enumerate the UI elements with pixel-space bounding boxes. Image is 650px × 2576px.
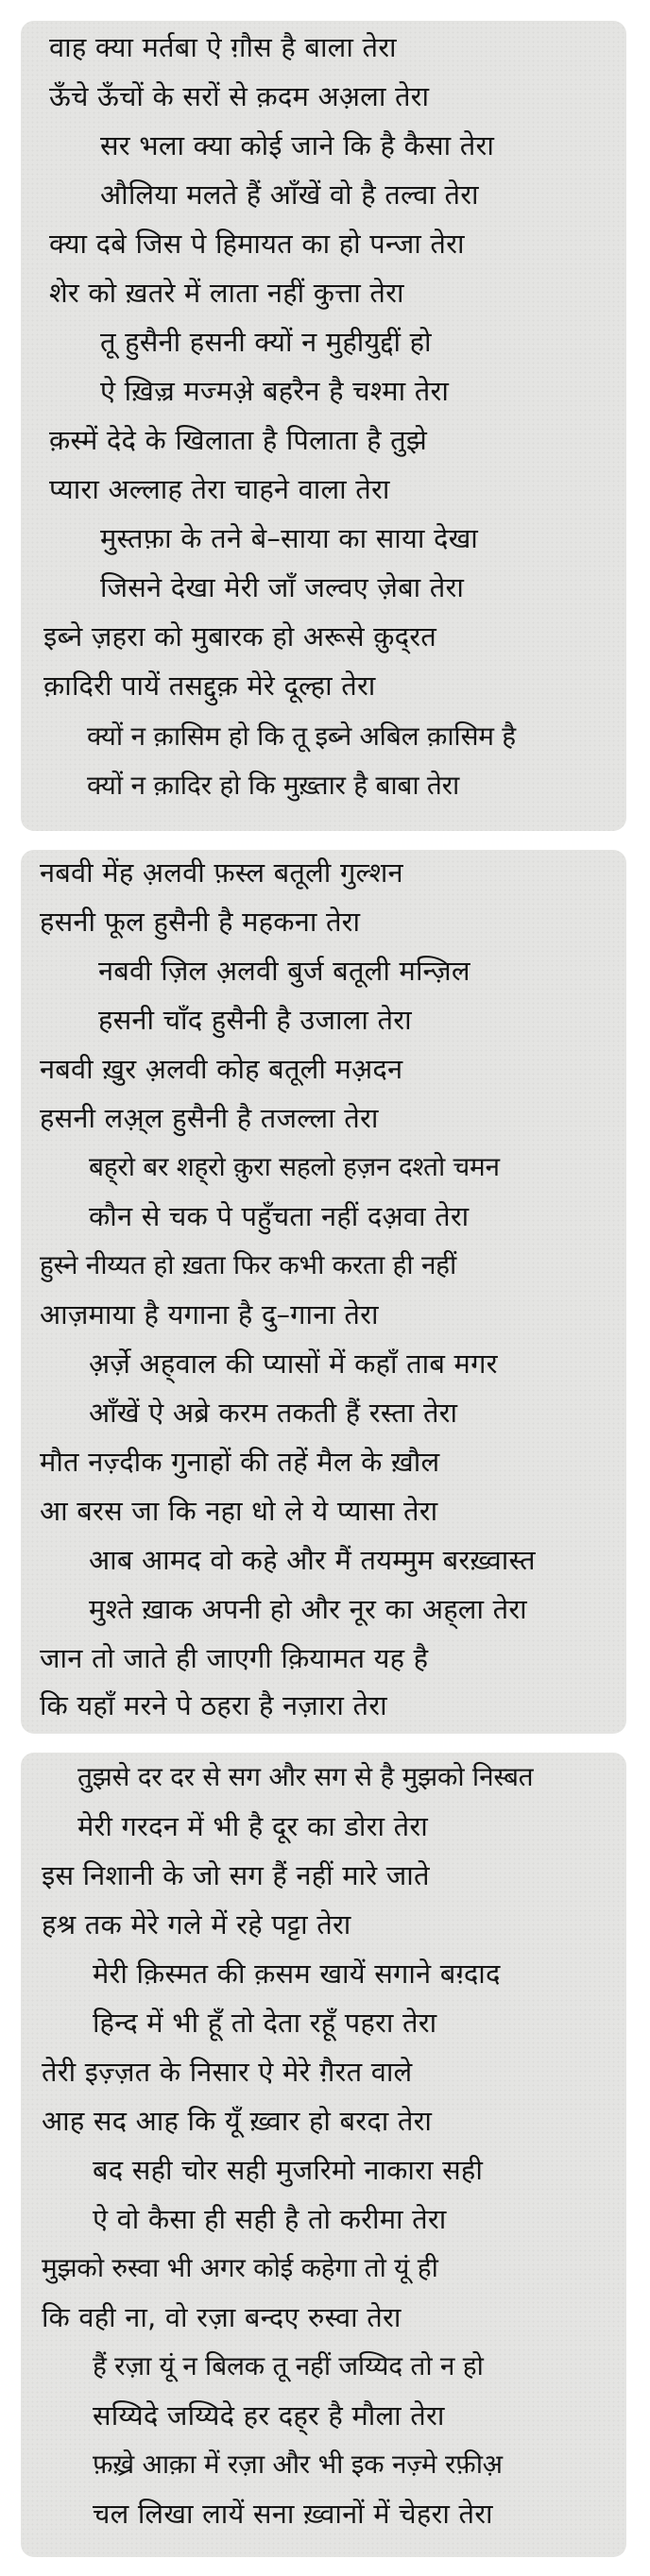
verse-line: आज़माया है यगाना है दु–गाना तेरा — [40, 1298, 379, 1330]
verse-line: आह सद आह कि यूँ ख़्वार हो बरदा तेरा — [42, 2105, 433, 2137]
verse-line: सर भला क्या कोई जाने कि है कैसा तेरा — [100, 129, 495, 161]
verse-line: जिसने देखा मेरी जाँ जल्वए ज़ेबा तेरा — [100, 571, 465, 603]
verse-line: मौत नज़्दीक गुनाहों की तहें मैल के ख़ौल — [40, 1446, 440, 1478]
verse-line: हश्र तक मेरे गले में रहे पट्टा तेरा — [42, 1908, 351, 1940]
verse-line: हिन्द में भी हूँ तो देता रहूँ पहरा तेरा — [93, 2007, 437, 2039]
verse-line: मुश्ते ख़ाक अपनी हो और नूर का अह्‌ला तेरा — [89, 1593, 527, 1625]
verse-line: हसनी फूल हुसैनी है महकना तेरा — [40, 906, 361, 938]
verse-line: मुस्तफ़ा के तने बे–साया का साया देखा — [100, 522, 478, 554]
verse-line: अ़र्ज़े अह्‌वाल की प्यासों में कहाँ ताब मगर — [89, 1347, 498, 1380]
verse-line: शेर को ख़तरे में लाता नहीं कुत्ता तेरा — [49, 277, 404, 309]
stanza-panel-1 — [21, 21, 626, 831]
verse-line: हसनी चाँद हुसैनी है उजाला तेरा — [98, 1004, 412, 1036]
verse-line: कौन से चक पे पहुँचता नहीं दअ़वा तेरा — [89, 1200, 470, 1232]
verse-line: हैं रज़ा यूं न बिलक तू नहीं जय्यिद तो न हो — [93, 2350, 484, 2381]
verse-line: कि यहाँ मरने पे ठहरा है नज़ारा तेरा — [40, 1689, 387, 1721]
verse-line: मेरी क़िस्मत की क़सम खायें सगाने बग़्दाद — [93, 1957, 501, 1990]
verse-line: तुझसे दर दर से सग और सग से है मुझको निस्बत — [77, 1761, 534, 1792]
stanza-panel-2 — [21, 850, 626, 1734]
verse-line: प्यारा अल्लाह तेरा चाहने वाला तेरा — [49, 473, 390, 505]
verse-line: ऊँचे ऊँचों के सरों से क़दम अअ़ला तेरा — [49, 80, 430, 112]
verse-line: कि वही ना, वो रज़ा बन्दए रुस्वा तेरा — [42, 2301, 402, 2333]
verse-line: मेरी गरदन में भी है दूर का डोरा तेरा — [77, 1810, 428, 1842]
verse-line: बह्‌रो बर शह्‌रो क़ुरा सहलो हज़न दश्तो चमन — [89, 1151, 500, 1182]
verse-line: क्यों न क़ासिम हो कि तू इब्ने अबिल क़ासिम है — [87, 720, 516, 752]
verse-line: नबवी ज़िल अ़लवी बुर्ज बतूली मन्ज़िल — [98, 955, 470, 987]
verse-line: ऐ ख़िज़्र मज्मअ़े बहरैन है चश्मा तेरा — [100, 375, 450, 407]
verse-line: तू हुसैनी हसनी क्यों न मुहीयुद्दीं हो — [100, 326, 432, 358]
verse-line: आँखें ऐ अब्रे करम तकती हैं रस्ता तेरा — [89, 1397, 458, 1429]
verse-line: तेरी इज़्ज़त के निसार ऐ मेरे ग़ैरत वाले — [42, 2056, 413, 2088]
verse-line: चल लिखा लायें सना ख़्वानों में चेहरा तेरा — [93, 2498, 493, 2530]
verse-line: नबवी मेंह अ़लवी फ़स्ल बतूली गुल्शन — [40, 856, 403, 889]
verse-line: आब आमद वो कहे और मैं तयम्मुम बरख़्वास्त — [89, 1544, 536, 1576]
verse-line: इस निशानी के जो सग हैं नहीं मारे जाते — [42, 1859, 430, 1891]
verse-line: क़स्में देदे के खिलाता है पिलाता है तुझे — [49, 424, 427, 456]
verse-line: औलिया मलते हैं आँखें वो है तल्वा तेरा — [100, 178, 479, 211]
verse-line: सय्यिदे जय्यिदे हर दह्‌र है मौला तेरा — [93, 2399, 445, 2432]
verse-line: मुझको रुस्वा भी अगर कोई कहेगा तो यूं ही — [42, 2252, 438, 2283]
verse-line: बद सही चोर सही मुजरिमो नाकारा सही — [93, 2154, 484, 2186]
verse-line: क्यों न क़ादिर हो कि मुख़्तार है बाबा तेरा — [87, 770, 459, 801]
verse-line: जान तो जाते ही जाएगी क़ियामत यह है — [40, 1642, 429, 1674]
verse-line: इब्ने ज़हरा को मुबारक हो अरूसे क़ुद्‌रत — [43, 620, 437, 652]
verse-line: फ़ख़्रे आक़ा में रज़ा और भी इक नज़्मे रफ़ीअ़ — [93, 2449, 503, 2480]
verse-line: नबवी ख़ुर अ़लवी कोह बतूली मअ़दन — [40, 1053, 403, 1085]
verse-line: ऐ वो कैसा ही सही है तो करीमा तेरा — [93, 2203, 447, 2235]
verse-line: क्या दबे जिस पे हिमायत का हो पन्जा तेरा — [49, 228, 465, 260]
verse-line: आ बरस जा कि नहा धो ले ये प्यासा तेरा — [40, 1495, 438, 1527]
verse-line: वाह क्या मर्तबा ऐ ग़ौस है बाला तेरा — [49, 31, 397, 63]
verse-line: हुस्ने नीय्यत हो ख़ता फिर कभी करता ही नहीं — [40, 1249, 457, 1280]
verse-line: क़ादिरी पायें तसद्दुक़ मेरे दूल्हा तेरा — [43, 669, 376, 702]
stanza-panel-3 — [21, 1753, 626, 2557]
verse-line: हसनी लअ़्ल हुसैनी है तजल्ला तेरा — [40, 1102, 379, 1134]
